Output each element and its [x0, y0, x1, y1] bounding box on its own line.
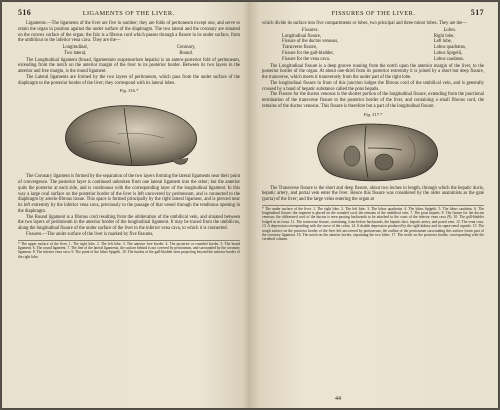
lobe-item: Left lobe, [433, 39, 452, 45]
lobe-item: Lobus caudatus. [433, 56, 465, 62]
fissure-item: Fissure for the vena cava. [282, 56, 331, 62]
ligament-longitudinal: Longitudinal, [62, 45, 88, 50]
right-footnote: * The under surface of the liver. 1. The right lobe. 2. The left lobe. 3. The lobus quadratus. 4. The lobus Spigelii. 5. The lobus caudatus. 6. The longitudinal fissure; the segment is placed on the rounded cord, the remains of the umbilical vein. 7. The pons hepatis. 8. The fissure for the ductus venosus; the obliterated cord of the ductus is seen passing backwards to be attached to the coats of the inferior vena cava (9). 10. The gall-bladder lodged in its fossa. 11. The transverse fissure, containing, from before backwards, the hepatic duct, hepatic artery, and portal vein. 12. The vena cava. 13. A depression corresponding with the curve of the colon. 14. A double depression produced by the right kidney and its supra-renal capsule. 15. The rough surface on the posterior border of the liver left uncovered by peritoneum; the outline of the peritoneum surrounding this surface forms part of the coronary ligament. 16. The notch on the anterior border, separating the two lobes. 17. The notch on the posterior border, corresponding with the vertebral column. [262, 206, 484, 242]
left-running-title: LIGAMENTS OF THE LIVER. [82, 10, 175, 17]
ligament-round: Round. [179, 50, 194, 56]
fissure-item: Longitudinal fissure, [282, 33, 322, 39]
right-running-head [262, 8, 484, 17]
lobe-item: Lobus quadratus, [433, 45, 466, 51]
ligament-coronary: Coronary, [176, 45, 196, 50]
left-paragraph-3: The Lateral ligaments are formed by the two layers of peritoneum, which pass from the under surface of the diaphragm to the posterior border of the liver; they correspond with its lateral lobes. [18, 74, 240, 86]
fissure-item: Transverse fissure, [282, 45, 318, 51]
right-figure-caption: Fig. 317.* [363, 111, 383, 117]
left-paragraph-1: Ligaments.—The ligaments of the liver are five in number; they are folds of peritoneum except one, and serve to retain the organ in position against the under surface of the diaphragm. The two lateral and the coronary are situated on the convex surface of the organ; the falx is a fibrous cord which passes through a fissure in its under surface, from the umbilicus to the inferior vena cava. They are the— [18, 21, 240, 44]
fissure-item: Fissure of the ductus venosus, [282, 39, 339, 45]
right-paragraph-3: The longitudinal fissure in front of this junction lodges the fibrous cord of the umbilical vein, and is generally crossed by a band of hepatic substance called the pons hepatis. [262, 80, 484, 92]
left-page [2, 2, 250, 408]
fissures-heading: Fissures. [301, 27, 319, 33]
ligament-two-lateral: Two lateral, [64, 50, 87, 56]
lobes-column [434, 28, 466, 63]
fissures-lobes-table [262, 28, 484, 63]
right-paragraph-5: The Transverse fissure is the short and deep fissure, about two inches in length, through which the hepatic ducts, hepatic artery, and portal vein enter the liver. Hence this fissure was considered by the older anatomists as the gate (porta) of the liver; and the large veins entering the organ at [262, 185, 484, 203]
book-spread [2, 2, 498, 408]
liver-upper-surface-illustration [54, 94, 204, 174]
left-footnote: * The upper surface of the liver. 1. The right lobe. 2. The left lobe. 3. The anterior free border. 4. The posterior or rounded border. 5. The broad ligament. 6. The round ligament. 7. The line of the lateral ligaments, the surface behind is not covered by peritoneum, and surrounded by the coronary ligament. 8. The inferior vena cava. 9. The point of the lobus Spigelii. 10. The fundus of the gall-bladder seen projecting beyond the anterior border of the right lobe. [18, 241, 240, 259]
right-paragraph-1: which divide its surface into five compartments or lobes, two principal and three minor lobes. They are the— [262, 21, 467, 26]
lobe-item: Lobus Spigelii, [433, 50, 463, 56]
lobe-item: Right lobe, [433, 33, 455, 39]
liver-under-surface-illustration [298, 118, 448, 186]
right-paragraph-2: The Longitudinal fissure is a deep groove running from the notch upon the anterior margin of the liver, to the posterior border of the organ. At about one-third from its posterior extremity it is joined by a short but deep fissure, the transverse, which meets it transversely from the under part of the right lobe. [262, 63, 484, 81]
fissure-item: Fissure for the gall-bladder, [282, 50, 334, 56]
left-paragraph-6: Fissures.—The under surface of the liver is marked by five fissures, [26, 231, 154, 237]
left-paragraph-2: The Longitudinal ligament (broad, ligamentum suspensorium hepatis) is an antero-posterior fold of peritoneum, extending from the notch on the anterior margin of the liver to its posterior border. Between its two layers in the anterior and free margin, is the round ligament. [18, 57, 240, 74]
left-paragraph-5: The Round ligament is a fibrous cord resulting from the obliteration of the umbilical vein, and situated between the two layers of peritoneum in the anterior border of the longitudinal ligament. It may be traced from the umbilicus, along the longitudinal fissure of the under surface of the liver to the inferior vena cava, to which it is connected. [18, 214, 240, 231]
left-page-number: 516 [18, 8, 32, 17]
fissures-column [282, 28, 338, 63]
right-page [250, 2, 498, 408]
left-paragraph-4: The Coronary ligament is formed by the separation of the two layers forming the lateral ligaments near their point of convergence. The posterior layer is continued unbroken from one lateral ligament into the other; but the anterior quits the posterior at each side, and is continuous with the corresponding layer of the longitudinal ligament. In this way a large oval surface on the posterior border of the liver is left uncovered by peritoneum, and is connected to the diaphragm by areolo-fibrous tissue. This space is formed principally by the right lateral ligament, and is pierced near its left extremity by the inferior vena cava, previously to the passage of that vessel through the tendinous opening in the diaphragm. [18, 174, 240, 214]
right-page-number: 517 [470, 8, 484, 17]
ligaments-list [18, 45, 240, 57]
left-figure-caption: Fig. 316.* [119, 88, 139, 94]
lobes-heading: Lobes. [443, 27, 457, 33]
right-running-title: FISSURES OF THE LIVER. [331, 10, 416, 17]
signature-mark: 44 [335, 396, 341, 402]
left-running-head [18, 8, 240, 17]
right-paragraph-4: The Fissure for the ductus venosus is the shorter portion of the longitudinal fissure, extending from the junctional termination of the transverse fissure to the posterior border of the liver, and containing a small fibrous cord, the remains of the ductus venosus. This fissure is therefore but a part of the longitudinal fissure. [262, 92, 484, 109]
